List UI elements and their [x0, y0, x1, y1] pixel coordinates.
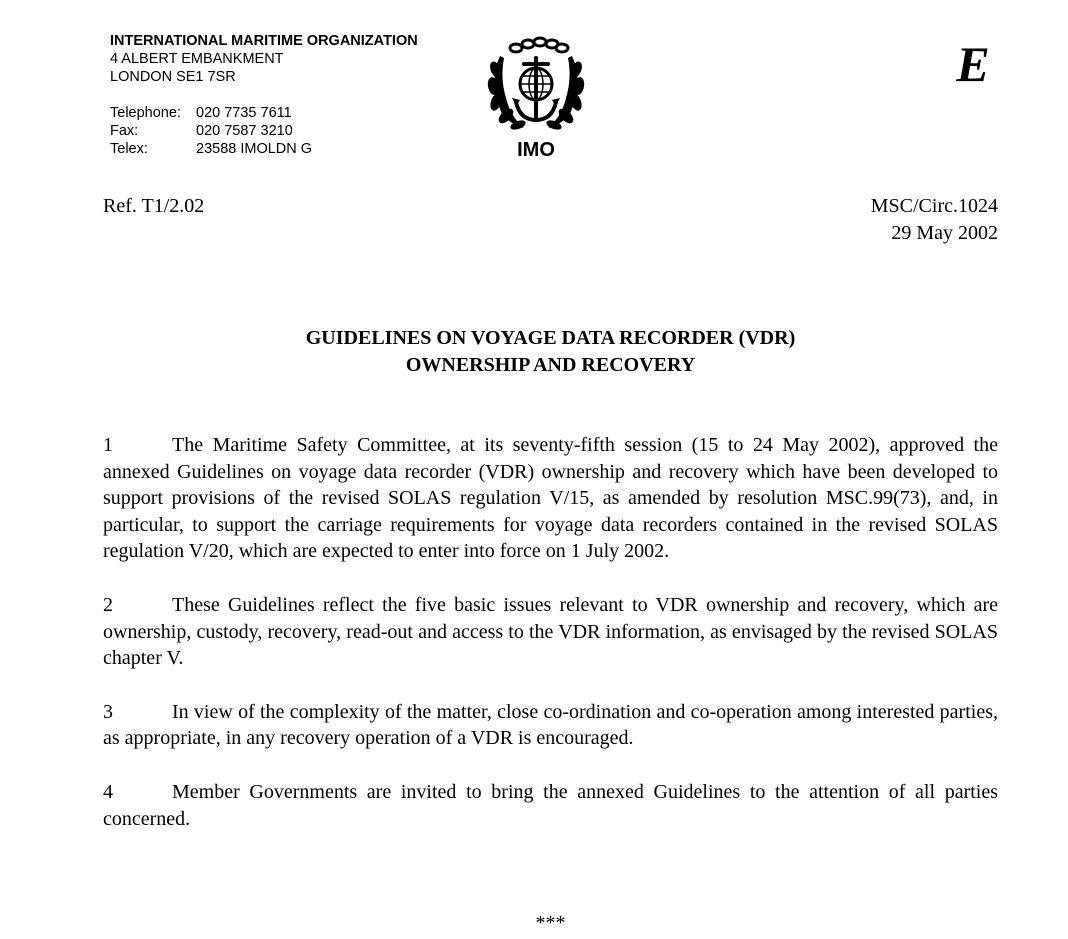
body-paragraphs — [103, 432, 998, 859]
circular-number: MSC/Circ.1024 — [870, 195, 998, 217]
paragraph-text: These Guidelines reflect the five basic issues relevant to VDR ownership and recovery, which are ownership, custody, recovery, read-out and access to the VDR information, as envisaged by the revised SOLAS chapter V. — [103, 593, 998, 670]
paragraph-number: 3 — [103, 700, 113, 723]
paragraph-number: 2 — [103, 593, 113, 616]
address-line-1: 4 ALBERT EMBANKMENT — [110, 51, 284, 67]
contact-label: Telephone: — [110, 105, 181, 121]
language-mark: E — [956, 36, 990, 92]
contact-value: 020 7587 3210 — [196, 123, 293, 139]
paragraph-number: 1 — [103, 434, 113, 456]
reference-number: Ref. T1/2.02 — [103, 195, 205, 217]
imo-emblem-icon — [480, 36, 592, 136]
contact-row-fax — [110, 122, 312, 140]
contact-value: 020 7735 7611 — [196, 105, 292, 121]
contact-label: Telex: — [110, 141, 148, 157]
contact-row-telex — [110, 140, 312, 158]
paragraph — [103, 432, 998, 565]
circular-info — [871, 193, 998, 247]
contact-value: 23588 IMOLDN G — [196, 141, 313, 157]
paragraph-text: Member Governments are invited to bring the annexed Guidelines to the attention of all parties concerned. — [103, 780, 998, 830]
paragraph — [103, 779, 998, 832]
paragraph — [103, 592, 998, 672]
address-line-2: LONDON SE1 7SR — [110, 69, 236, 85]
contact-row-telephone — [110, 104, 312, 122]
contact-details — [110, 104, 312, 158]
paragraph-number: 4 — [103, 780, 113, 803]
section-separator: *** — [535, 912, 566, 934]
title-line-1: GUIDELINES ON VOYAGE DATA RECORDER (VDR) — [305, 327, 796, 349]
paragraph-text: In view of the complexity of the matter, close co-ordination and co-operation among interested parties, as appropriate, in any recovery operation of a VDR is encouraged. — [103, 700, 998, 750]
org-name: INTERNATIONAL MARITIME ORGANIZATION — [110, 33, 418, 49]
paragraph-text: The Maritime Safety Committee, at its seventy-fifth session (15 to 24 May 2002), approved the annexed Guidelines on voyage data recorder (VDR) ownership and recovery which have been developed to support provisions of the revised SOLAS regulation V/15, as amended by resolution MSC.99(73), and, in particular, to support the carriage requirements for voyage data recorders contained in the revised SOLAS regulation V/20, which are expected to enter into force on 1 July 2002. — [103, 434, 998, 563]
title-line-2: OWNERSHIP AND RECOVERY — [405, 354, 696, 376]
circular-date: 29 May 2002 — [891, 222, 998, 244]
document-title — [103, 325, 998, 379]
contact-label: Fax: — [110, 123, 139, 139]
paragraph — [103, 699, 998, 752]
imo-label: IMO — [517, 139, 555, 161]
organization-address — [110, 32, 418, 86]
